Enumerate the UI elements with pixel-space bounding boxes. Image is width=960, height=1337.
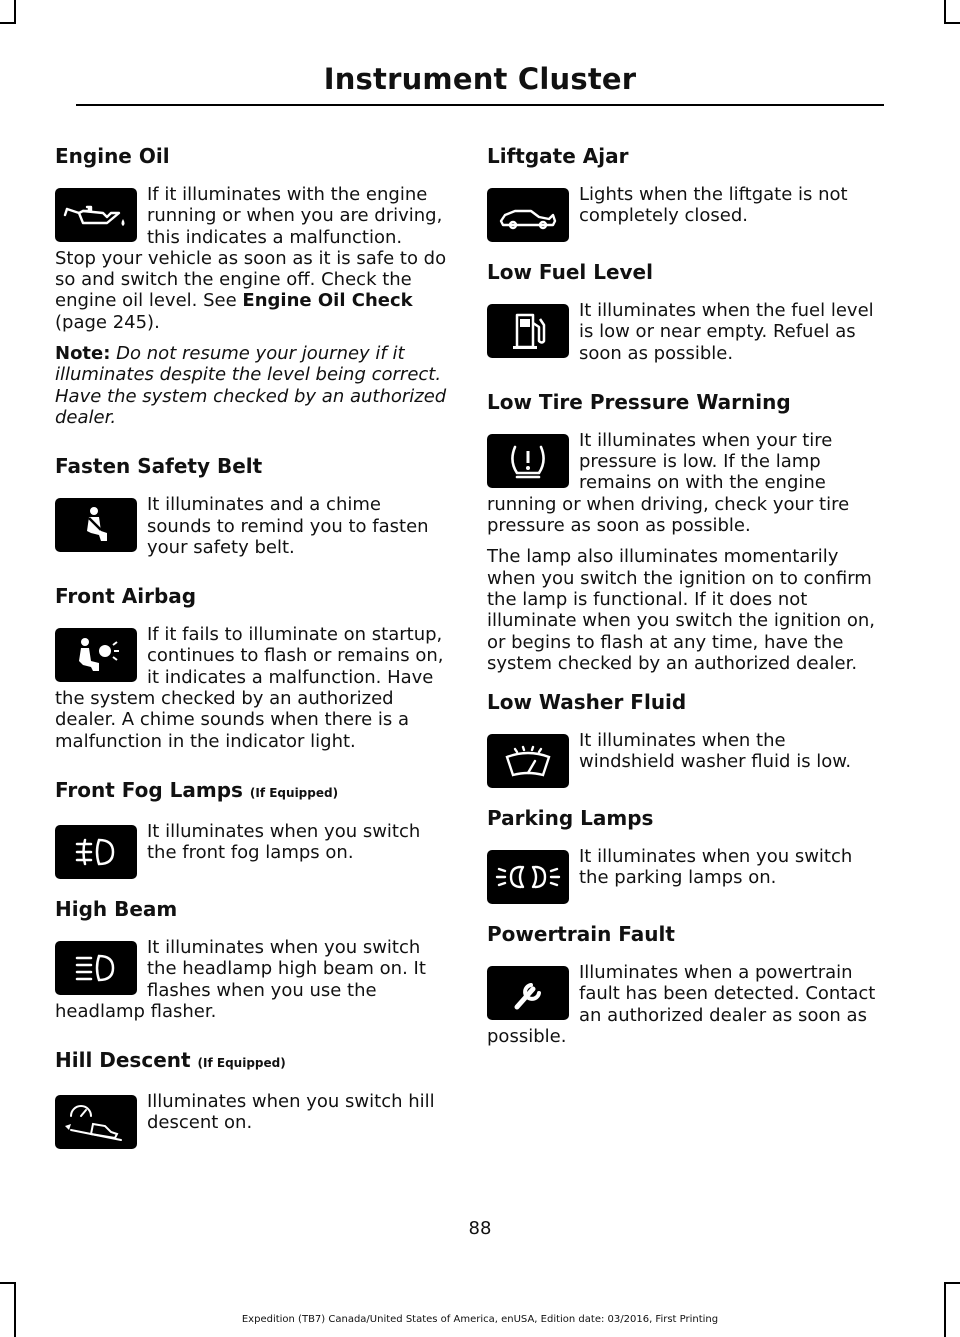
entry-text: It illuminates when you switch the front fog lamps on.: [147, 820, 421, 864]
entry-engine-oil: [55, 142, 447, 438]
crop-mark: [944, 1282, 960, 1284]
section-heading: Hill Descent: [55, 1048, 191, 1073]
entry-text: It illuminates and a chime sounds to remind you to fasten your safety belt.: [147, 494, 429, 558]
entry-text: The lamp also illuminates momentarily when you switch the ignition on to confirm the lamp is functional. If it does not illuminate when you switch the ignition on, or begins to flash at any time, have the system checked by an authorized dealer.: [487, 546, 875, 674]
section-heading: Low Washer Fluid: [487, 690, 687, 715]
section-heading: Front Airbag: [55, 584, 197, 609]
header-divider: [76, 104, 884, 106]
page-title: Instrument Cluster: [323, 62, 637, 96]
right-column: [487, 142, 879, 1071]
seat-belt-icon: [55, 498, 137, 552]
section-heading: Low Tire Pressure Warning: [487, 389, 791, 414]
entry-high-beam: [55, 895, 447, 1032]
if-equipped-qualifier: (If Equipped): [249, 785, 339, 800]
entry-fasten-safety-belt: [55, 452, 447, 568]
page-reference: (page 245).: [55, 311, 160, 333]
entry-low-fuel-level: [487, 258, 879, 374]
entry-powertrain-fault: [487, 920, 879, 1057]
crop-mark: [14, 0, 16, 24]
section-heading: Engine Oil: [55, 144, 170, 168]
entry-text: It illuminates when your tire pressure is low. If the lamp remains on with the engine running or when driving, check your tire pressure as soon as possible.: [487, 429, 850, 537]
entry-text: Lights when the liftgate is not completely closed.: [579, 184, 848, 227]
entry-hill-descent: [55, 1046, 447, 1151]
cross-reference-link[interactable]: Engine Oil Check: [242, 290, 413, 312]
entry-parking-lamps: [487, 804, 879, 906]
parking-lamp-icon: [487, 850, 569, 904]
entry-front-fog-lamps: [55, 776, 447, 881]
fog-lamp-icon: [55, 825, 137, 879]
liftgate-icon: [487, 188, 569, 242]
crop-mark: [0, 22, 16, 24]
entry-text: If it illuminates with the engine running or when you are driving, this indicates a malfunction. Stop your vehicle as soon as it is safe to do so and switch the engine off. Check the engine oil level. See: [55, 184, 447, 312]
entry-low-washer-fluid: [487, 688, 879, 790]
section-heading: Low Fuel Level: [487, 260, 653, 284]
entry-text: It illuminates when the fuel level is low or near empty. Refuel as soon as possible.: [579, 300, 874, 364]
crop-mark: [944, 22, 960, 24]
section-heading: Powertrain Fault: [487, 922, 675, 947]
entry-front-airbag: [55, 582, 447, 762]
fuel-pump-icon: [487, 304, 569, 358]
hill-descent-icon: [55, 1095, 137, 1149]
section-heading: Fasten Safety Belt: [55, 454, 263, 479]
note-label: Note:: [55, 343, 111, 365]
note-text: Do not resume your journey if it illuminates despite the level being correct. Have the system checked by an authorized dealer.: [55, 343, 447, 428]
if-equipped-qualifier: (If Equipped): [197, 1056, 286, 1071]
entry-text: It illuminates when you switch the headlamp high beam on. It flashes when you use the headlamp flasher.: [55, 936, 426, 1022]
entry-text: Illuminates when you switch hill descent on.: [147, 1091, 435, 1134]
section-heading: High Beam: [55, 896, 178, 921]
airbag-icon: [55, 628, 137, 682]
section-heading: Parking Lamps: [487, 806, 654, 831]
entry-liftgate-ajar: [487, 142, 879, 244]
entry-low-tire-pressure-warning: [487, 388, 879, 674]
page-number: 88: [468, 1218, 492, 1239]
entry-text: It illuminates when you switch the parking lamps on.: [579, 846, 853, 889]
wrench-icon: [487, 966, 569, 1020]
section-heading: Front Fog Lamps: [55, 777, 243, 802]
crop-mark: [944, 1282, 946, 1337]
washer-fluid-icon: [487, 734, 569, 788]
tire-pressure-icon: [487, 434, 569, 488]
entry-text: Illuminates when a powertrain fault has been detected. Contact an authorized dealer as soon as possible.: [487, 962, 876, 1048]
crop-mark: [944, 0, 946, 24]
crop-mark: [0, 1282, 16, 1284]
crop-mark: [14, 1282, 16, 1337]
section-heading: Liftgate Ajar: [487, 144, 629, 168]
high-beam-icon: [55, 941, 137, 995]
left-column: [55, 142, 447, 1165]
footer-text: Expedition (TB7) Canada/United States of America, enUSA, Edition date: 03/2016, First Printing: [241, 1314, 719, 1325]
oil-can-icon: [55, 188, 137, 242]
entry-text: It illuminates when the windshield washer fluid is low.: [579, 730, 852, 773]
entry-text: If it fails to illuminate on startup, continues to flash or remains on, it indicates a malfunction. Have the system checked by an authorized dealer. A chime sounds when there is a malfunction in the indicator light.: [55, 624, 444, 752]
